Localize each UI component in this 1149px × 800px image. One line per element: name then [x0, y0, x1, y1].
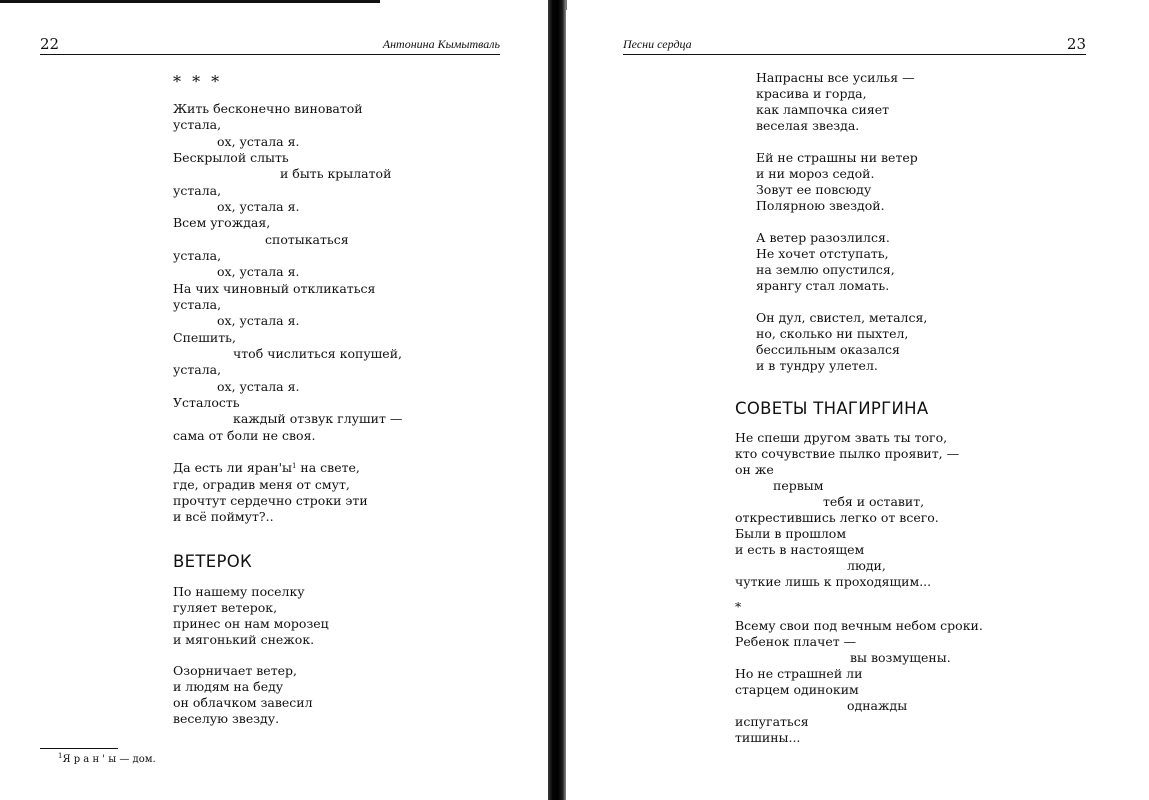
- poem-line: и мягонький снежок.: [173, 632, 315, 647]
- poem-line: и в тундру улетел.: [756, 358, 878, 373]
- poem-line: сама от боли не своя.: [173, 428, 316, 443]
- poem-line: Не спеши другом звать ты того,: [735, 430, 948, 445]
- line-text: на свете,: [296, 460, 360, 475]
- footnote-ref: 1: [291, 462, 297, 470]
- poem-line: где, оградив меня от смут,: [173, 477, 350, 492]
- poem-line: На чих чиновный откликаться: [173, 281, 376, 296]
- poem-line: Спешить,: [173, 330, 236, 345]
- poem-line: люди,: [847, 558, 886, 573]
- poem-line: чтоб числиться копушей,: [233, 346, 403, 361]
- poem-line: устала,: [173, 297, 222, 312]
- line-text: Да есть ли яран'ы: [173, 460, 292, 475]
- poem-line: Ребенок плачет —: [735, 634, 857, 649]
- poem-line: Полярною звездой.: [756, 198, 885, 213]
- poem-veterok: [173, 552, 513, 732]
- poem-line: красива и горда,: [756, 86, 867, 101]
- poem-title: ВЕТЕРОК: [173, 552, 253, 571]
- poem-line: и всё поймут?..: [173, 509, 274, 524]
- poem-line: испугаться: [735, 714, 809, 729]
- page-number: 23: [1066, 35, 1086, 53]
- poem-line: ох, устала я.: [217, 313, 300, 328]
- poem-line: Ей не страшны ни ветер: [756, 150, 918, 165]
- poem-line: открестившись легко от всего.: [735, 510, 939, 525]
- poem-line: и есть в настоящем: [735, 542, 865, 557]
- poem-line: ох, устала я.: [217, 264, 300, 279]
- right-page-header: [623, 36, 1086, 55]
- poem-line: устала,: [173, 117, 222, 132]
- poem-line: ох, устала я.: [217, 379, 300, 394]
- poem-line: А ветер разозлился.: [756, 230, 890, 245]
- poem-line-footnoted: [173, 460, 360, 476]
- page-edge-shadow: [0, 0, 380, 3]
- page-number: 22: [40, 35, 60, 53]
- poem-line: Зовут ее повсюду: [756, 182, 872, 197]
- section-star: *: [735, 599, 742, 614]
- poem-line: тишины...: [735, 730, 801, 745]
- poem-unnamed: [173, 72, 513, 542]
- poem-line: гуляет ветерок,: [173, 600, 278, 615]
- poem-line: Бескрылой слыть: [173, 150, 289, 165]
- poem-line: он же: [735, 462, 774, 477]
- poem-line: и людям на беду: [173, 679, 284, 694]
- poem-line: спотыкаться: [265, 232, 349, 247]
- poem-line: каждый отзвук глушит —: [233, 411, 403, 426]
- poem-line: как лампочка сияет: [756, 102, 890, 117]
- poem-line: и ни мороз седой.: [756, 166, 875, 181]
- poem-line: бессильным оказался: [756, 342, 900, 357]
- poem-line: веселая звезда.: [756, 118, 860, 133]
- poem-line: прочтут сердечно строки эти: [173, 493, 368, 508]
- poem-line: ярангу стал ломать.: [756, 278, 890, 293]
- left-page-header: [40, 36, 500, 55]
- poem-line: кто сочувствие пылко проявит, —: [735, 446, 960, 461]
- poem-line: Озорничает ветер,: [173, 663, 297, 678]
- poem-sovety-tnagirgina: [735, 399, 1025, 599]
- running-title: Антонина Кымытваль: [382, 37, 500, 51]
- poem-line: старцем одиноким: [735, 682, 859, 697]
- poem-title: СОВЕТЫ ТНАГИРГИНА: [735, 399, 929, 418]
- poem-line: Жить бесконечно виноватой: [173, 101, 363, 116]
- poem-line: устала,: [173, 183, 222, 198]
- poem-line: Напрасны все усилья —: [756, 70, 915, 85]
- footnote-text: Я р а н ' ы — дом.: [62, 754, 156, 765]
- poem-line: первым: [773, 478, 824, 493]
- poem-line: тебя и оставит,: [823, 494, 925, 509]
- running-title: Песни сердца: [623, 37, 692, 51]
- poem-line: Усталость: [173, 395, 240, 410]
- footnote-divider: [40, 748, 118, 749]
- poem-veterok-continued: [756, 70, 1006, 380]
- poem-line: Он дул, свистел, метался,: [756, 310, 928, 325]
- poem-line: но, сколько ни пыхтел,: [756, 326, 909, 341]
- poem-line: Не хочет отступать,: [756, 246, 889, 261]
- poem-line: на землю опустился,: [756, 262, 895, 277]
- poem-line: устала,: [173, 248, 222, 263]
- poem-line: Но не страшней ли: [735, 666, 863, 681]
- poem-line: однажды: [847, 698, 908, 713]
- spine-mark: [565, 0, 567, 10]
- poem-line: Всему свои под вечным небом сроки.: [735, 618, 983, 633]
- poem-line: вы возмущены.: [850, 650, 951, 665]
- poem-line: Всем угождая,: [173, 215, 271, 230]
- poem-line: устала,: [173, 362, 222, 377]
- poem-line: ох, устала я.: [217, 134, 300, 149]
- poem-line: веселую звезду.: [173, 711, 280, 726]
- poem-line: принес он нам морозец: [173, 616, 329, 631]
- section-stars: * * *: [173, 72, 223, 91]
- footnote-mark: 1: [58, 752, 63, 760]
- poem-line: ох, устала я.: [217, 199, 300, 214]
- poem-line: чуткие лишь к проходящим...: [735, 574, 932, 589]
- poem-line: Были в прошлом: [735, 526, 847, 541]
- poem-line: По нашему поселку: [173, 584, 305, 599]
- poem-star-section: [735, 599, 1035, 749]
- left-page: [0, 0, 548, 800]
- poem-line: он облачком завесил: [173, 695, 313, 710]
- footnote: [58, 754, 156, 765]
- right-page: [568, 0, 1149, 800]
- poem-line: и быть крылатой: [280, 166, 392, 181]
- book-spine: [548, 0, 566, 800]
